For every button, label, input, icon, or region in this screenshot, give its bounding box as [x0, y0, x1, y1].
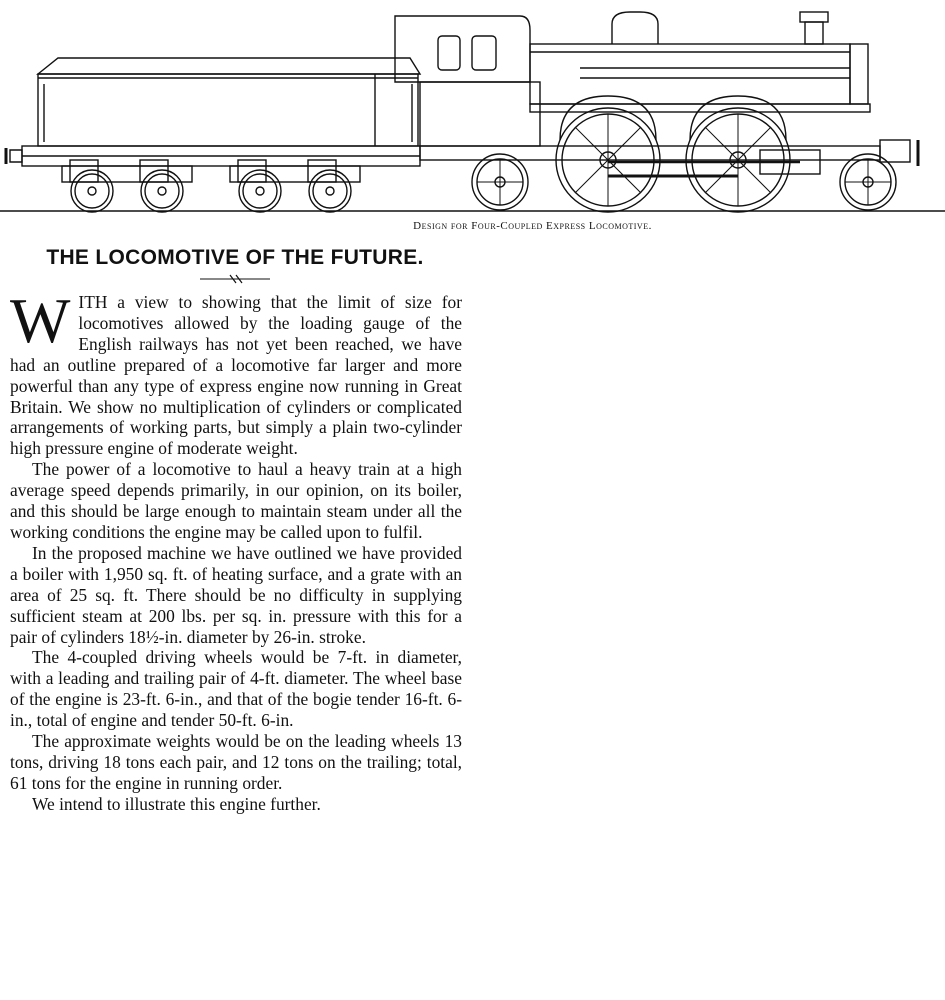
paragraph-5: The approximate weights would be on the leading wheels 13 tons, driving 18 tons each pair, and 12 tons on the trailing; total, 61 tons for the engine in running order. — [10, 731, 462, 793]
paragraph-4: The 4-coupled driving wheels would be 7-ft. in diameter, with a leading and trailing pair of 4-ft. diameter. The wheel base of the engine is 23-ft. 6-in., and that of the bogie tender 16-ft. 6-in., total of engine and tender 50-ft. 6-in. — [10, 647, 462, 731]
drop-cap: W — [10, 285, 71, 356]
tender-wheels — [71, 170, 351, 212]
paragraph-2: The power of a locomotive to haul a heavy train at a high average speed depends primarily, in our opinion, on its boiler, and this should be large enough to maintain steam under all the working conditions the engine may be called upon to fulfil. — [10, 459, 462, 542]
illustration-caption: Design for Four-Coupled Express Locomotive. — [413, 220, 652, 232]
article-body — [10, 285, 462, 815]
tender-drawing — [6, 58, 420, 212]
paragraph-3: In the proposed machine we have outlined we have provided a boiler with 1,950 sq. ft. of heating surface, and a grate with an area of 25 sq. ft. There should be no difficulty in supplying sufficient steam at 200 lbs. per sq. in. pressure with this for a pair of cylinders 18½-in. diameter by 26-in. stroke. — [10, 542, 462, 647]
locomotive-illustration — [0, 0, 945, 218]
paragraph-6: We intend to illustrate this engine further. — [32, 793, 321, 814]
paragraph-1: WITH a view to showing that the limit of size for locomotives allowed by the loading gauge of the English railways has not yet been reached, we have had an outline prepared of a locomotive far larger and more powerful than any type of express engine now running in Great Britain. We show no multiplication of cylinders or complicated arrangements of working parts, but simply a plain two-cylinder high pressure engine of moderate weight. — [10, 285, 462, 459]
title-ornament — [200, 274, 270, 284]
article-title: THE LOCOMOTIVE OF THE FUTURE. — [46, 246, 424, 269]
engine-drawing — [395, 12, 918, 212]
